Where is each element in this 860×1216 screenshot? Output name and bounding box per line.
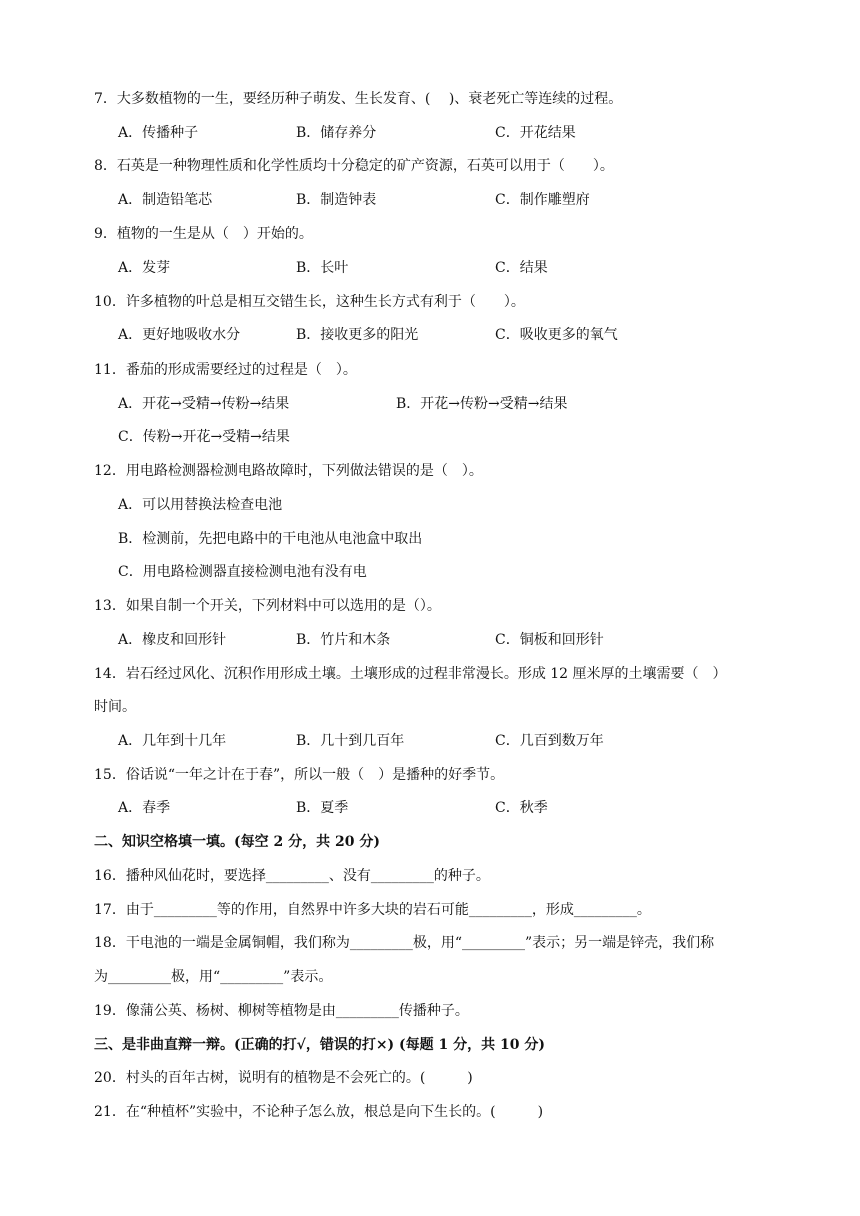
question-10-option-b: B．接收更多的阳光 [296,327,419,343]
question-12-option-b: B．检测前，先把电路中的干电池从电池盒中取出 [118,531,423,547]
question-9-stem: 9．植物的一生是从（ ）开始的。 [94,226,313,242]
question-10-stem: 10．许多植物的叶总是相互交错生长，这种生长方式有利于（ ）。 [94,294,525,310]
question-10-option-c: C．吸收更多的氧气 [495,327,618,343]
question-17: 17．由于_________等的作用，自然界中许多大块的岩石可能_________，形成_________。 [94,902,651,918]
question-11-option-a: A．开花→受精→传粉→结果 [118,396,290,412]
question-18-line-1: 18．干电池的一端是金属铜帽，我们称为_________极，用“_________”表示；另一端是锌壳，我们称 [94,935,715,951]
section-2-heading: 二、知识空格填一填。(每空 2 分，共 20 分) [94,834,380,850]
question-7-option-c: C．开花结果 [495,125,576,141]
question-8-option-b: B．制造钟表 [296,192,377,208]
question-8-option-a: A．制造铅笔芯 [118,192,213,208]
question-19: 19．像蒲公英、杨树、柳树等植物是由_________传播种子。 [94,1003,469,1019]
question-14-option-a: A．几年到十几年 [118,733,227,749]
question-14-stem-continued: 时间。 [94,699,136,715]
question-14-option-c: C．几百到数万年 [495,733,604,749]
question-15-stem: 15．俗话说“一年之计在于春”，所以一般（ ）是播种的好季节。 [94,767,505,783]
question-12-option-c: C．用电路检测器直接检测电池有没有电 [118,564,367,580]
question-9-option-b: B．长叶 [296,260,349,276]
question-12-stem: 12．用电路检测器检测电路故障时，下列做法错误的是（ ）。 [94,463,483,479]
question-7-option-b: B．储存养分 [296,125,377,141]
question-13-option-a: A．橡皮和回形针 [118,632,227,648]
question-15-option-a: A．春季 [118,800,171,816]
question-11-stem: 11．番茄的形成需要经过的过程是（ ）。 [94,362,357,378]
question-7-stem: 7．大多数植物的一生，要经历种子萌发、生长发育、( )、衰老死亡等连续的过程。 [94,91,623,107]
question-21: 21．在“种植杯”实验中，不论种子怎么放，根总是向下生长的。( ) [94,1104,544,1120]
question-13-option-b: B．竹片和木条 [296,632,391,648]
question-8-stem: 8．石英是一种物理性质和化学性质均十分稳定的矿产资源，石英可以用于（ ）。 [94,158,614,174]
question-11-option-c: C．传粉→开花→受精→结果 [118,429,290,445]
question-18-line-2: 为_________极，用“_________”表示。 [94,969,333,985]
question-15-option-c: C．秋季 [495,800,548,816]
section-3-heading: 三、是非曲直辩一辩。(正确的打√，错误的打×) (每题 1 分，共 10 分) [94,1037,546,1053]
question-8-option-c: C．制作雕塑府 [495,192,590,208]
question-14-stem: 14．岩石经过风化、沉积作用形成土壤。土壤形成的过程非常漫长。形成 12 厘米厚的土壤需要（ ） [94,666,727,682]
question-10-option-a: A．更好地吸收水分 [118,327,241,343]
question-7-option-a: A．传播种子 [118,125,199,141]
question-13-stem: 13．如果自制一个开关，下列材料中可以选用的是（）。 [94,598,441,614]
question-13-option-c: C．铜板和回形针 [495,632,604,648]
question-20: 20．村头的百年古树，说明有的植物是不会死亡的。( ) [94,1070,473,1086]
question-9-option-c: C．结果 [495,260,548,276]
question-16: 16．播种风仙花时，要选择_________、没有_________的种子。 [94,868,490,884]
question-12-option-a: A．可以用替换法检查电池 [118,497,283,513]
question-9-option-a: A．发芽 [118,260,171,276]
question-14-option-b: B．几十到几百年 [296,733,405,749]
question-11-option-b: B．开花→传粉→受精→结果 [396,396,568,412]
question-15-option-b: B．夏季 [296,800,349,816]
